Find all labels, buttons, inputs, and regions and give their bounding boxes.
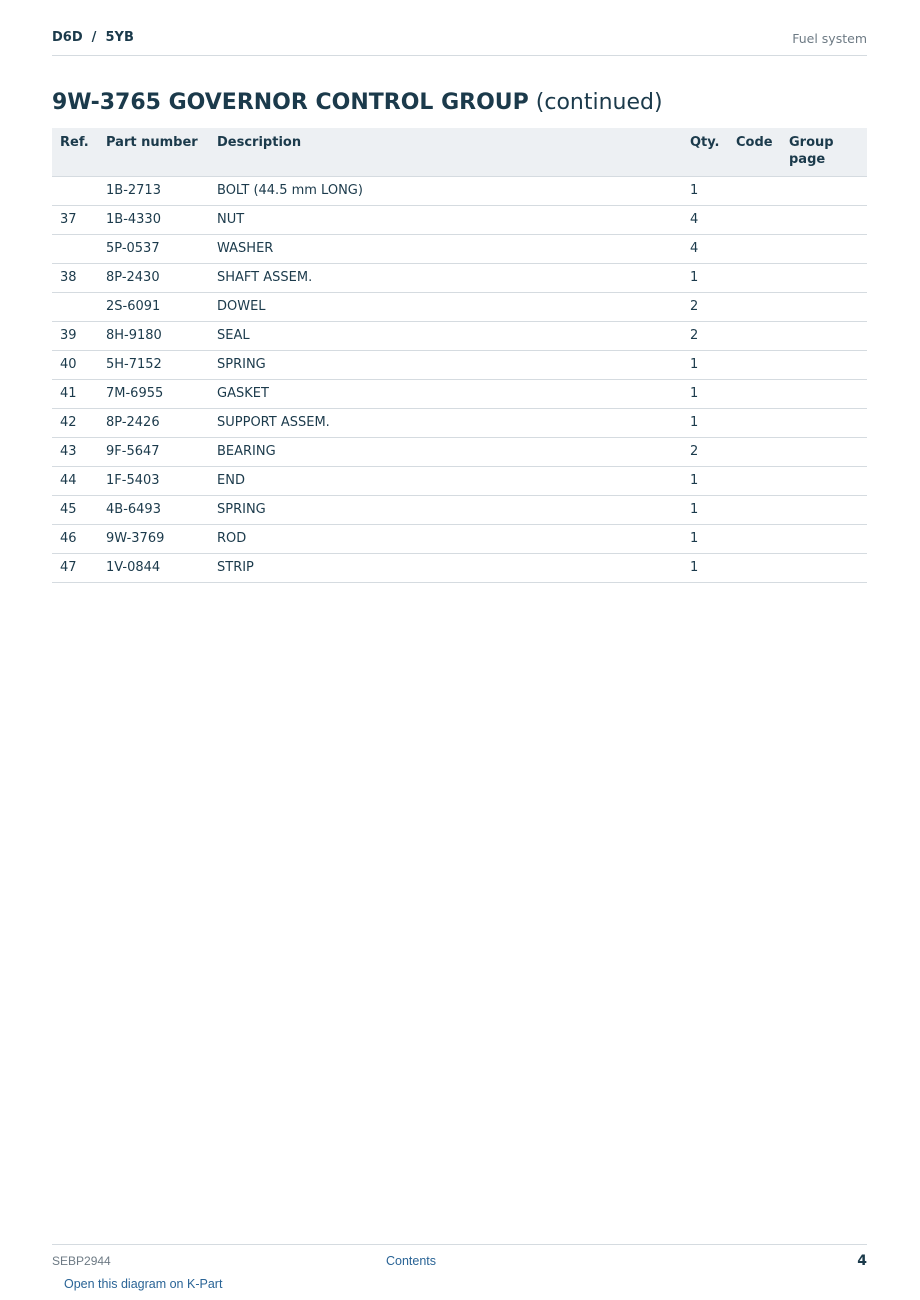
cell-group-page <box>781 379 867 408</box>
parts-table-body <box>52 176 867 582</box>
column-header-group-page: Group page <box>781 128 867 176</box>
cell-code <box>728 321 781 350</box>
cell-code <box>728 495 781 524</box>
parts-table <box>52 128 867 583</box>
cell-part-number: 2S-6091 <box>98 292 209 321</box>
cell-part-number: 8P-2430 <box>98 263 209 292</box>
column-header-qty: Qty. <box>682 128 728 176</box>
table-row <box>52 524 867 553</box>
column-header-part-number: Part number <box>98 128 209 176</box>
column-header-ref: Ref. <box>52 128 98 176</box>
cell-group-page <box>781 408 867 437</box>
cell-code <box>728 263 781 292</box>
cell-qty: 2 <box>682 292 728 321</box>
cell-group-page <box>781 350 867 379</box>
table-row <box>52 379 867 408</box>
cell-qty: 1 <box>682 350 728 379</box>
cell-code <box>728 524 781 553</box>
cell-code <box>728 350 781 379</box>
cell-description: SUPPORT ASSEM. <box>209 408 682 437</box>
cell-group-page <box>781 495 867 524</box>
cell-description: BEARING <box>209 437 682 466</box>
cell-qty: 4 <box>682 205 728 234</box>
cell-ref: 47 <box>52 553 98 582</box>
table-row <box>52 234 867 263</box>
cell-description: STRIP <box>209 553 682 582</box>
cell-ref: 37 <box>52 205 98 234</box>
cell-part-number: 1B-4330 <box>98 205 209 234</box>
cell-description: SPRING <box>209 495 682 524</box>
cell-description: END <box>209 466 682 495</box>
table-row <box>52 292 867 321</box>
cell-description: DOWEL <box>209 292 682 321</box>
cell-ref <box>52 176 98 205</box>
cell-part-number: 4B-6493 <box>98 495 209 524</box>
cell-ref: 38 <box>52 263 98 292</box>
cell-qty: 2 <box>682 437 728 466</box>
cell-code <box>728 176 781 205</box>
column-header-code: Code <box>728 128 781 176</box>
table-row <box>52 350 867 379</box>
page-header <box>52 28 867 56</box>
table-row <box>52 466 867 495</box>
table-row <box>52 176 867 205</box>
contents-link[interactable]: Contents <box>386 1254 437 1268</box>
table-row <box>52 321 867 350</box>
cell-group-page <box>781 466 867 495</box>
table-row <box>52 205 867 234</box>
cell-description: NUT <box>209 205 682 234</box>
cell-description: SEAL <box>209 321 682 350</box>
cell-group-page <box>781 292 867 321</box>
page-title-main: 9W-3765 GOVERNOR CONTROL GROUP <box>52 90 529 115</box>
cell-ref <box>52 292 98 321</box>
table-row <box>52 495 867 524</box>
cell-ref: 44 <box>52 466 98 495</box>
cell-qty: 1 <box>682 553 728 582</box>
cell-ref: 45 <box>52 495 98 524</box>
cell-code <box>728 292 781 321</box>
cell-description: ROD <box>209 524 682 553</box>
page-number: 4 <box>857 1253 867 1269</box>
cell-description: GASKET <box>209 379 682 408</box>
cell-code <box>728 553 781 582</box>
cell-qty: 2 <box>682 321 728 350</box>
cell-qty: 4 <box>682 234 728 263</box>
cell-part-number: 8P-2426 <box>98 408 209 437</box>
cell-group-page <box>781 205 867 234</box>
cell-group-page <box>781 321 867 350</box>
cell-qty: 1 <box>682 176 728 205</box>
table-row <box>52 263 867 292</box>
cell-part-number: 9W-3769 <box>98 524 209 553</box>
table-header-row <box>52 128 867 176</box>
column-header-description: Description <box>209 128 682 176</box>
page-title-suffix: (continued) <box>535 90 663 115</box>
cell-description: WASHER <box>209 234 682 263</box>
table-row <box>52 408 867 437</box>
cell-qty: 1 <box>682 495 728 524</box>
cell-ref <box>52 234 98 263</box>
cell-group-page <box>781 176 867 205</box>
cell-qty: 1 <box>682 408 728 437</box>
model-breadcrumb: D6D / 5YB <box>52 30 134 45</box>
cell-part-number: 5H-7152 <box>98 350 209 379</box>
cell-part-number: 1V-0844 <box>98 553 209 582</box>
cell-ref: 40 <box>52 350 98 379</box>
table-row <box>52 553 867 582</box>
document-number: SEBP2944 <box>52 1254 111 1268</box>
cell-group-page <box>781 234 867 263</box>
cell-part-number: 8H-9180 <box>98 321 209 350</box>
cell-code <box>728 466 781 495</box>
cell-group-page <box>781 524 867 553</box>
cell-ref: 41 <box>52 379 98 408</box>
page-title <box>52 89 663 117</box>
cell-description: BOLT (44.5 mm LONG) <box>209 176 682 205</box>
cell-part-number: 1F-5403 <box>98 466 209 495</box>
cell-ref: 42 <box>52 408 98 437</box>
page-footer <box>52 1244 867 1291</box>
cell-code <box>728 408 781 437</box>
cell-group-page <box>781 263 867 292</box>
cell-qty: 1 <box>682 379 728 408</box>
cell-ref: 39 <box>52 321 98 350</box>
cell-description: SHAFT ASSEM. <box>209 263 682 292</box>
section-name: Fuel system <box>792 31 867 46</box>
cell-part-number: 7M-6955 <box>98 379 209 408</box>
cell-code <box>728 379 781 408</box>
cell-description: SPRING <box>209 350 682 379</box>
cell-part-number: 9F-5647 <box>98 437 209 466</box>
cell-ref: 46 <box>52 524 98 553</box>
cell-qty: 1 <box>682 263 728 292</box>
table-row <box>52 437 867 466</box>
cell-code <box>728 234 781 263</box>
cell-code <box>728 205 781 234</box>
kpart-diagram-link[interactable]: Open this diagram on K-Part <box>64 1277 223 1291</box>
cell-ref: 43 <box>52 437 98 466</box>
cell-code <box>728 437 781 466</box>
cell-part-number: 1B-2713 <box>98 176 209 205</box>
cell-group-page <box>781 553 867 582</box>
cell-qty: 1 <box>682 524 728 553</box>
cell-part-number: 5P-0537 <box>98 234 209 263</box>
cell-qty: 1 <box>682 466 728 495</box>
cell-group-page <box>781 437 867 466</box>
